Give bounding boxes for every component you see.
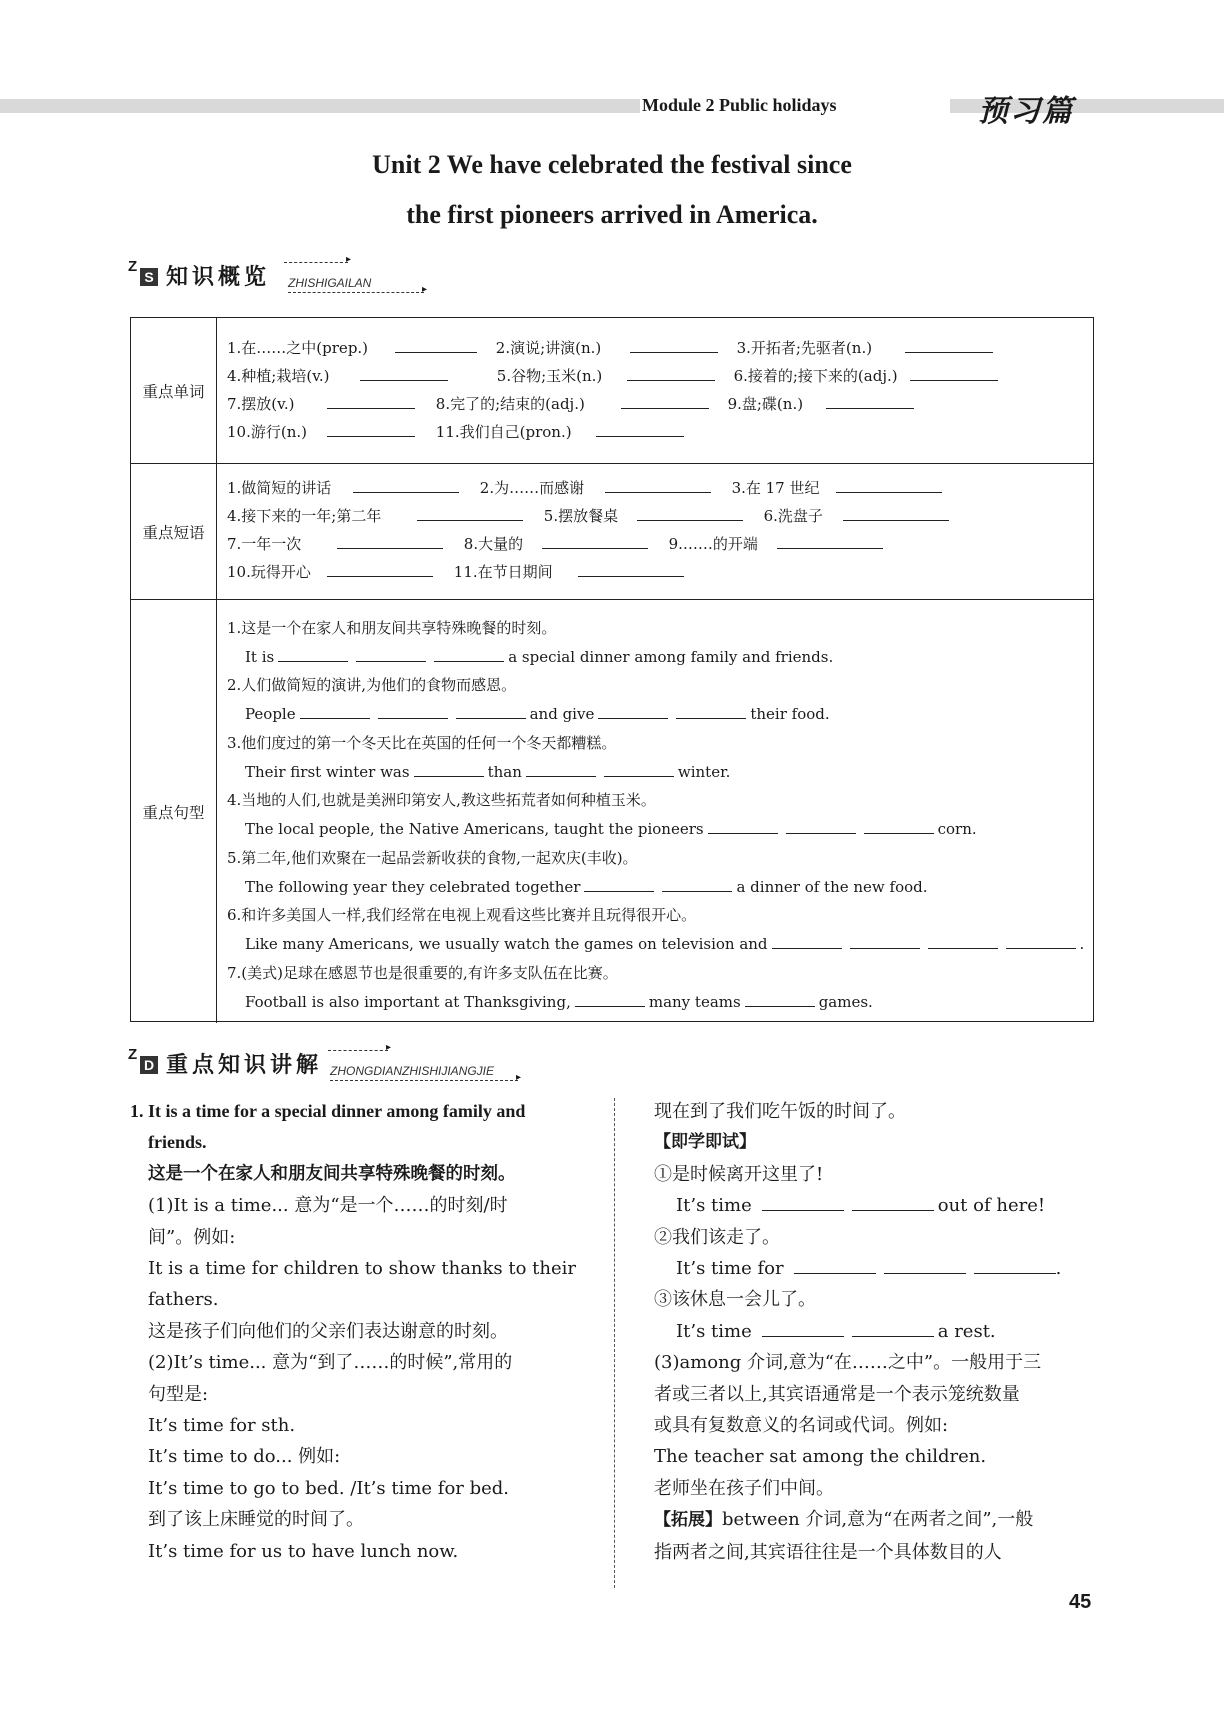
unit-title-line2: the first pioneers arrived in America. <box>406 200 818 229</box>
item-text: 10.游行(n.) <box>227 423 307 441</box>
example: It’s time for us to have lunch now. <box>148 1540 459 1562</box>
answer-blank[interactable] <box>360 366 448 381</box>
sentence-en: many teams <box>648 993 741 1011</box>
answer-blank[interactable] <box>575 992 645 1007</box>
sentence-cn: 7.(美式)足球在感恩节也是很重要的,有许多支队伍在比赛。 <box>227 964 618 982</box>
paragraph: 或具有复数意义的名词或代词。例如: <box>654 1415 949 1437</box>
paragraph: 指两者之间,其宾语往往是一个具体数目的人 <box>654 1541 1002 1563</box>
sentence-en: a special dinner among family and friends. <box>508 648 834 666</box>
example: It’s time to go to bed. /It’s time for bed. <box>148 1477 510 1499</box>
item-text: 8.大量的 <box>463 535 524 553</box>
answer-blank[interactable] <box>378 704 448 719</box>
answer-blank[interactable] <box>826 394 914 409</box>
answer-blank[interactable] <box>745 992 815 1007</box>
answer-blank[interactable] <box>676 704 746 719</box>
overview-table <box>130 317 1094 1022</box>
example-cn: 这是孩子们向他们的父亲们表达谢意的时刻。 <box>148 1320 508 1342</box>
key-sentence: friends. <box>148 1132 207 1153</box>
table-row-words <box>131 318 1093 464</box>
paragraph: (1)It is a time... 意为“是一个……的时刻/时 <box>148 1195 508 1217</box>
answer-blank[interactable] <box>584 877 654 892</box>
sentence-en: Football is also important at Thanksgiving, <box>245 993 571 1011</box>
answer-blank[interactable] <box>762 1196 844 1211</box>
zs-badge-icon: Z S <box>128 264 158 294</box>
section-title: 重点知识讲解 <box>166 1053 323 1078</box>
answer-blank[interactable] <box>836 478 942 493</box>
practice-heading: 【即学即试】 <box>654 1132 756 1153</box>
answer-blank[interactable] <box>353 478 459 493</box>
item-text: 2.演说;讲演(n.) <box>495 339 602 357</box>
paragraph: 句型是: <box>148 1383 209 1405</box>
answer-blank[interactable] <box>762 1322 844 1337</box>
item-text: 7.一年一次 <box>227 535 302 553</box>
sentence-en: winter. <box>677 763 731 781</box>
answer-blank[interactable] <box>327 394 415 409</box>
paragraph: between 介词,意为“在两者之间”,一般 <box>722 1509 1034 1531</box>
item-text: 4.种植;栽培(v.) <box>227 367 330 385</box>
example: fathers. <box>148 1289 219 1311</box>
row-label: 重点句型 <box>131 600 217 1023</box>
example: The teacher sat among the children. <box>654 1446 987 1468</box>
answer-blank[interactable] <box>417 506 523 521</box>
item-text: 7.摆放(v.) <box>227 395 295 413</box>
sentence-en: It is <box>245 648 275 666</box>
answer-blank[interactable] <box>708 819 778 834</box>
practice-text: out of here! <box>937 1195 1046 1217</box>
section-header-key-points: Z D 重点知识讲解 ▸ ZHONGDIANZHISHIJIANGJIE ▸ <box>128 1042 522 1083</box>
table-row-sentences <box>131 600 1093 1023</box>
item-text: 3.开拓者;先驱者(n.) <box>736 339 873 357</box>
item-text: 2.为……而感谢 <box>479 479 585 497</box>
answer-blank[interactable] <box>456 704 526 719</box>
answer-blank[interactable] <box>884 1259 966 1274</box>
practice-text: It’s time <box>676 1320 752 1342</box>
answer-blank[interactable] <box>395 338 477 353</box>
answer-blank[interactable] <box>327 422 415 437</box>
answer-blank[interactable] <box>300 704 370 719</box>
answer-blank[interactable] <box>337 534 443 549</box>
practice-item: ②我们该走了。 <box>654 1226 780 1248</box>
answer-blank[interactable] <box>850 934 920 949</box>
key-sentence-cn: 这是一个在家人和朋友间共享特殊晚餐的时刻。 <box>148 1163 516 1184</box>
sentence-cn: 3.他们度过的第一个冬天比在英国的任何一个冬天都糟糕。 <box>227 734 617 752</box>
sentence-cn: 2.人们做简短的演讲,为他们的食物而感恩。 <box>227 676 517 694</box>
sentence-en: Their first winter was <box>245 763 410 781</box>
table-row-phrases <box>131 464 1093 600</box>
item-text: 6.洗盘子 <box>763 507 823 525</box>
row-label: 重点短语 <box>131 464 217 599</box>
paragraph: 间”。例如: <box>148 1226 236 1248</box>
answer-blank[interactable] <box>637 506 743 521</box>
item-text: 9.盘;碟(n.) <box>727 395 804 413</box>
item-text: 10.玩得开心 <box>227 563 311 581</box>
sentence-en: than <box>487 763 522 781</box>
answer-blank[interactable] <box>843 506 949 521</box>
item-text: 5.谷物;玉米(n.) <box>496 367 603 385</box>
answer-blank[interactable] <box>852 1196 934 1211</box>
sentence-cn: 1.这是一个在家人和朋友间共享特殊晚餐的时刻。 <box>227 619 557 637</box>
pattern: It’s time for sth. <box>148 1415 296 1437</box>
item-text: 3.在 17 世纪 <box>731 479 820 497</box>
item-text: 1.做简短的讲话 <box>227 479 332 497</box>
sentence-en: The local people, the Native Americans, taught the pioneers <box>245 820 704 838</box>
answer-blank[interactable] <box>910 366 998 381</box>
section-pinyin: ZHONGDIANZHISHIJIANGJIE <box>330 1064 495 1078</box>
answer-blank[interactable] <box>772 934 842 949</box>
item-text: 11.在节日期间 <box>453 563 553 581</box>
answer-blank[interactable] <box>598 704 668 719</box>
practice-text: . <box>1055 1258 1062 1280</box>
page-number: 45 <box>1069 1591 1092 1613</box>
practice-text: It’s time for <box>676 1258 784 1280</box>
answer-blank[interactable] <box>526 762 596 777</box>
answer-blank[interactable] <box>1006 934 1076 949</box>
example: It is a time for children to show thanks to their <box>148 1258 577 1280</box>
item-text: 4.接下来的一年;第二年 <box>227 507 382 525</box>
item-text: 1.在……之中(prep.) <box>227 339 369 357</box>
example-cn: 老师坐在孩子们中间。 <box>654 1477 834 1499</box>
paragraph: (2)It’s time... 意为“到了……的时候”,常用的 <box>148 1352 513 1374</box>
sentence-en: a dinner of the new food. <box>736 878 928 896</box>
sentence-en: The following year they celebrated together <box>245 878 581 896</box>
answer-blank[interactable] <box>627 366 715 381</box>
section-header-overview: Z S 知识概览 ▸ ZHISHIGAILAN ▸ <box>128 254 428 295</box>
right-column <box>654 1096 1104 1568</box>
zd-badge-icon: Z D <box>128 1052 158 1082</box>
unit-title-line1: Unit 2 We have celebrated the festival since <box>372 150 852 179</box>
example-cn: 现在到了我们吃午饭的时间了。 <box>654 1101 906 1122</box>
key-sentence: 1. It is a time for a special dinner among family and <box>130 1101 526 1121</box>
answer-blank[interactable] <box>630 338 718 353</box>
answer-blank[interactable] <box>621 394 709 409</box>
answer-blank[interactable] <box>578 562 684 577</box>
sentence-en: and give <box>529 705 595 723</box>
sentence-en: People <box>245 705 296 723</box>
item-text: 5.摆放餐桌 <box>543 507 619 525</box>
item-text: 6.接着的;接下来的(adj.) <box>733 367 898 385</box>
item-text: 8.完了的;结束的(adj.) <box>435 395 585 413</box>
item-text: 9.……的开端 <box>668 535 758 553</box>
paragraph: (3)among 介词,意为“在……之中”。一般用于三 <box>654 1352 1042 1374</box>
answer-blank[interactable] <box>864 819 934 834</box>
answer-blank[interactable] <box>974 1259 1056 1274</box>
answer-blank[interactable] <box>414 762 484 777</box>
answer-blank[interactable] <box>852 1322 934 1337</box>
paragraph: 者或三者以上,其宾语通常是一个表示笼统数量 <box>654 1383 1020 1405</box>
section-tag: 预习篇 <box>978 94 1074 129</box>
section-pinyin: ZHISHIGAILAN <box>288 276 372 290</box>
practice-item: ①是时候离开这里了! <box>654 1163 824 1185</box>
section-title: 知识概览 <box>166 265 271 290</box>
answer-blank[interactable] <box>542 534 648 549</box>
sentence-cn: 5.第二年,他们欢聚在一起品尝新收获的食物,一起欢庆(丰收)。 <box>227 849 638 867</box>
sentence-en: their food. <box>750 705 830 723</box>
answer-blank[interactable] <box>905 338 993 353</box>
answer-blank[interactable] <box>356 647 426 662</box>
sentence-en: corn. <box>937 820 977 838</box>
answer-blank[interactable] <box>278 647 348 662</box>
answer-blank[interactable] <box>596 422 684 437</box>
answer-blank[interactable] <box>777 534 883 549</box>
sentence-cn: 4.当地的人们,也就是美洲印第安人,教这些拓荒者如何种植玉米。 <box>227 791 656 809</box>
sentence-cn: 6.和许多美国人一样,我们经常在电视上观看这些比赛并且玩得很开心。 <box>227 906 697 924</box>
sentence-en: . <box>1079 935 1085 953</box>
answer-blank[interactable] <box>794 1259 876 1274</box>
pattern: It’s time to do... 例如: <box>148 1446 341 1468</box>
column-divider <box>614 1098 615 1588</box>
answer-blank[interactable] <box>786 819 856 834</box>
left-column <box>130 1096 596 1567</box>
answer-blank[interactable] <box>327 562 433 577</box>
sentence-en: games. <box>818 993 873 1011</box>
answer-blank[interactable] <box>928 934 998 949</box>
item-text: 11.我们自己(pron.) <box>435 423 572 441</box>
answer-blank[interactable] <box>662 877 732 892</box>
practice-text: It’s time <box>676 1195 752 1217</box>
answer-blank[interactable] <box>604 762 674 777</box>
row-label: 重点单词 <box>131 318 217 463</box>
practice-text: a rest. <box>937 1320 996 1342</box>
sentence-en: Like many Americans, we usually watch the games on television and <box>245 935 768 953</box>
answer-blank[interactable] <box>434 647 504 662</box>
module-label: Module 2 Public holidays <box>642 95 837 115</box>
answer-blank[interactable] <box>605 478 711 493</box>
practice-item: ③该休息一会儿了。 <box>654 1289 816 1311</box>
example-cn: 到了该上床睡觉的时间了。 <box>148 1509 364 1531</box>
extension-label: 【拓展】 <box>654 1510 722 1531</box>
